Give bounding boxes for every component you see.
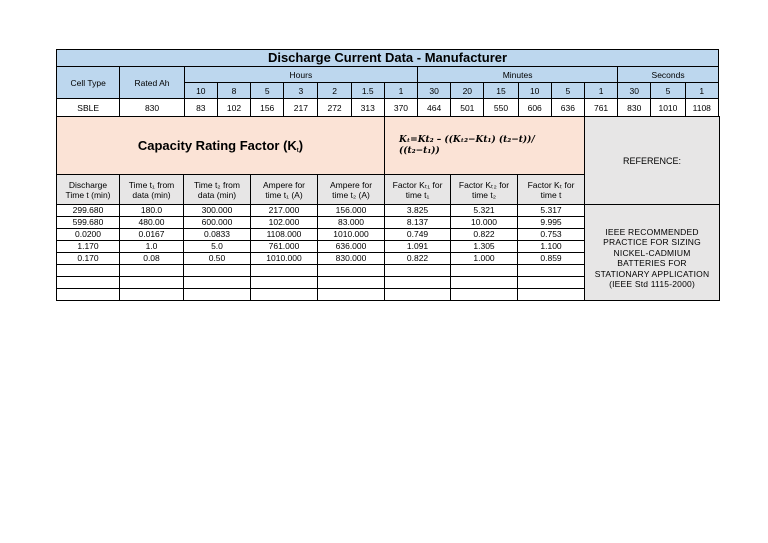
table-cell: 1.100 <box>518 241 585 253</box>
col-header-ampere-t2 <box>318 175 385 205</box>
table-cell <box>318 289 385 301</box>
table-cell <box>57 265 120 277</box>
col-header-line: time t₁ <box>405 189 430 200</box>
table-cell: 1010.000 <box>318 229 385 241</box>
table-cell: 0.822 <box>451 229 518 241</box>
capacity-title-main: Capacity Rating Factor (K <box>137 137 297 153</box>
table-cell: 636.000 <box>318 241 385 253</box>
hour-value: 156 <box>251 99 284 117</box>
second-value: 1108 <box>685 99 718 117</box>
col-header-line: Factor Kₜ₂ for <box>458 179 510 190</box>
minute-value: 464 <box>418 99 451 117</box>
table-cell <box>57 289 120 301</box>
table-cell: 0.0200 <box>57 229 120 241</box>
hour-value: 83 <box>184 99 217 117</box>
table-cell: 299.680 <box>57 205 120 217</box>
table-cell <box>184 289 251 301</box>
table-cell: 0.170 <box>57 253 120 265</box>
hour-col: 8 <box>217 83 250 99</box>
table-cell: 0.08 <box>120 253 184 265</box>
table-cell <box>120 277 184 289</box>
table-cell: 156.000 <box>318 205 385 217</box>
table-cell: 9.995 <box>518 217 585 229</box>
table-cell <box>451 265 518 277</box>
col-header-time-t2 <box>184 175 251 205</box>
second-col: 30 <box>618 83 651 99</box>
hour-col: 1.5 <box>351 83 384 99</box>
formula-line-2: ((t₂−t₁)) <box>399 145 440 156</box>
table-cell: 1108.000 <box>251 229 318 241</box>
capacity-table <box>56 116 720 301</box>
hour-col: 3 <box>284 83 318 99</box>
minute-value: 550 <box>484 99 518 117</box>
col-header-line: time t <box>540 189 562 200</box>
table-cell <box>518 289 585 301</box>
table-cell: 0.0833 <box>184 229 251 241</box>
col-header-factor-kt2 <box>451 175 518 205</box>
col-header-factor-kt <box>518 175 585 205</box>
table-cell: 180.0 <box>120 205 184 217</box>
table-cell <box>251 265 318 277</box>
col-header-line: Factor Kₜ for <box>527 179 575 190</box>
col-header-line: data (min) <box>132 189 171 200</box>
table-cell: 761.000 <box>251 241 318 253</box>
table-cell: 5.0 <box>184 241 251 253</box>
table-cell: 830.000 <box>318 253 385 265</box>
table-row <box>57 205 720 217</box>
col-header-line: time t₁ (A) <box>265 189 303 200</box>
col-header-line: Ampere for <box>329 179 373 190</box>
table-cell <box>251 277 318 289</box>
minute-col: 1 <box>584 83 617 99</box>
minute-value: 606 <box>518 99 551 117</box>
col-header-line: Factor Kₜ₁ for <box>392 179 443 190</box>
table-cell: 1.170 <box>57 241 120 253</box>
cell-type-header: Cell Type <box>57 67 120 99</box>
col-header-factor-kt1 <box>385 175 451 205</box>
col-header-line: Time t₂ from <box>194 179 240 190</box>
table-cell: 300.000 <box>184 205 251 217</box>
hour-col: 1 <box>384 83 417 99</box>
table-cell <box>251 289 318 301</box>
reference-spacer <box>585 205 720 217</box>
table-cell <box>385 277 451 289</box>
minute-value: 636 <box>551 99 584 117</box>
table-cell: 0.822 <box>385 253 451 265</box>
second-value: 830 <box>618 99 651 117</box>
table-cell <box>451 277 518 289</box>
col-header-discharge-time <box>57 175 120 205</box>
second-col: 1 <box>685 83 718 99</box>
hours-header: Hours <box>184 67 417 83</box>
table-cell: 1.000 <box>451 253 518 265</box>
minutes-header: Minutes <box>418 67 618 83</box>
hour-value: 272 <box>318 99 351 117</box>
table-cell: 5.317 <box>518 205 585 217</box>
table-cell: 3.825 <box>385 205 451 217</box>
minute-col: 10 <box>518 83 551 99</box>
table-cell: 0.753 <box>518 229 585 241</box>
col-header-ampere-t1 <box>251 175 318 205</box>
manufacturer-data-row <box>57 99 719 117</box>
table-cell: 600.000 <box>184 217 251 229</box>
minute-col: 20 <box>451 83 484 99</box>
table-cell: 1.091 <box>385 241 451 253</box>
table-cell <box>184 265 251 277</box>
second-value: 1010 <box>651 99 685 117</box>
col-header-line: time t₂ <box>471 189 497 200</box>
hour-col: 2 <box>318 83 351 99</box>
hour-value: 313 <box>351 99 384 117</box>
table-cell: 480.00 <box>120 217 184 229</box>
col-header-line: time t₂ (A) <box>332 189 370 200</box>
minute-value: 501 <box>451 99 484 117</box>
hour-col: 10 <box>184 83 217 99</box>
table-cell: 0.0167 <box>120 229 184 241</box>
col-header-line: Ampere for <box>262 179 306 190</box>
hour-value: 217 <box>284 99 318 117</box>
factor-rows <box>57 205 720 301</box>
table-cell: 10.000 <box>451 217 518 229</box>
formula-line-1: Kₜ=Kt₂ – ((Kₜ₂−Kt₁) (t₂−t))/ <box>399 134 535 145</box>
table-cell: 8.137 <box>385 217 451 229</box>
table-cell: 83.000 <box>318 217 385 229</box>
table-cell <box>120 289 184 301</box>
minute-col: 30 <box>418 83 451 99</box>
table-cell <box>518 265 585 277</box>
capacity-title <box>57 117 385 175</box>
table-cell: 102.000 <box>251 217 318 229</box>
rated-ah-value: 830 <box>120 99 184 117</box>
formula <box>385 117 585 175</box>
table-cell <box>120 265 184 277</box>
table-cell: 0.859 <box>518 253 585 265</box>
minute-value: 761 <box>584 99 617 117</box>
table-row <box>57 217 720 229</box>
table-cell: 217.000 <box>251 205 318 217</box>
minute-col: 5 <box>551 83 584 99</box>
rated-ah-header: Rated Ah <box>120 67 184 99</box>
col-header-line: Discharge <box>68 179 108 190</box>
discharge-sheet <box>56 49 719 301</box>
hour-col: 5 <box>251 83 284 99</box>
table-cell <box>451 289 518 301</box>
second-col: 5 <box>651 83 685 99</box>
col-header-line: data (min) <box>197 189 237 200</box>
table-cell: 0.50 <box>184 253 251 265</box>
table-cell <box>57 277 120 289</box>
minute-col: 15 <box>484 83 518 99</box>
table-cell <box>318 265 385 277</box>
table-cell: 0.749 <box>385 229 451 241</box>
reference-label: REFERENCE: <box>585 117 720 205</box>
table-cell: 1.305 <box>451 241 518 253</box>
cell-type-value: SBLE <box>57 99 120 117</box>
table-cell: 599.680 <box>57 217 120 229</box>
col-header-line: Time t₁ from <box>128 179 175 190</box>
table-cell: 1010.000 <box>251 253 318 265</box>
table-cell <box>184 277 251 289</box>
col-header-line: Time t (min) <box>65 189 111 200</box>
capacity-title-end: ) <box>298 137 304 153</box>
table-cell <box>318 277 385 289</box>
col-header-time-t1 <box>120 175 184 205</box>
capacity-title-sub: t <box>296 147 299 154</box>
table-cell: 1.0 <box>120 241 184 253</box>
table-cell <box>518 277 585 289</box>
table-cell: 5.321 <box>451 205 518 217</box>
seconds-header: Seconds <box>618 67 719 83</box>
manufacturer-table <box>56 49 719 117</box>
sheet-title: Discharge Current Data - Manufacturer <box>57 50 719 67</box>
hour-value: 102 <box>217 99 250 117</box>
table-cell <box>385 265 451 277</box>
hour-value: 370 <box>384 99 417 117</box>
ieee-reference: IEEE RECOMMENDED PRACTICE FOR SIZING NICKEL-CADMIUM BATTERIES FOR STATIONARY APPLICATION (IEEE Std 1115-2000) <box>585 217 720 301</box>
table-cell <box>385 289 451 301</box>
